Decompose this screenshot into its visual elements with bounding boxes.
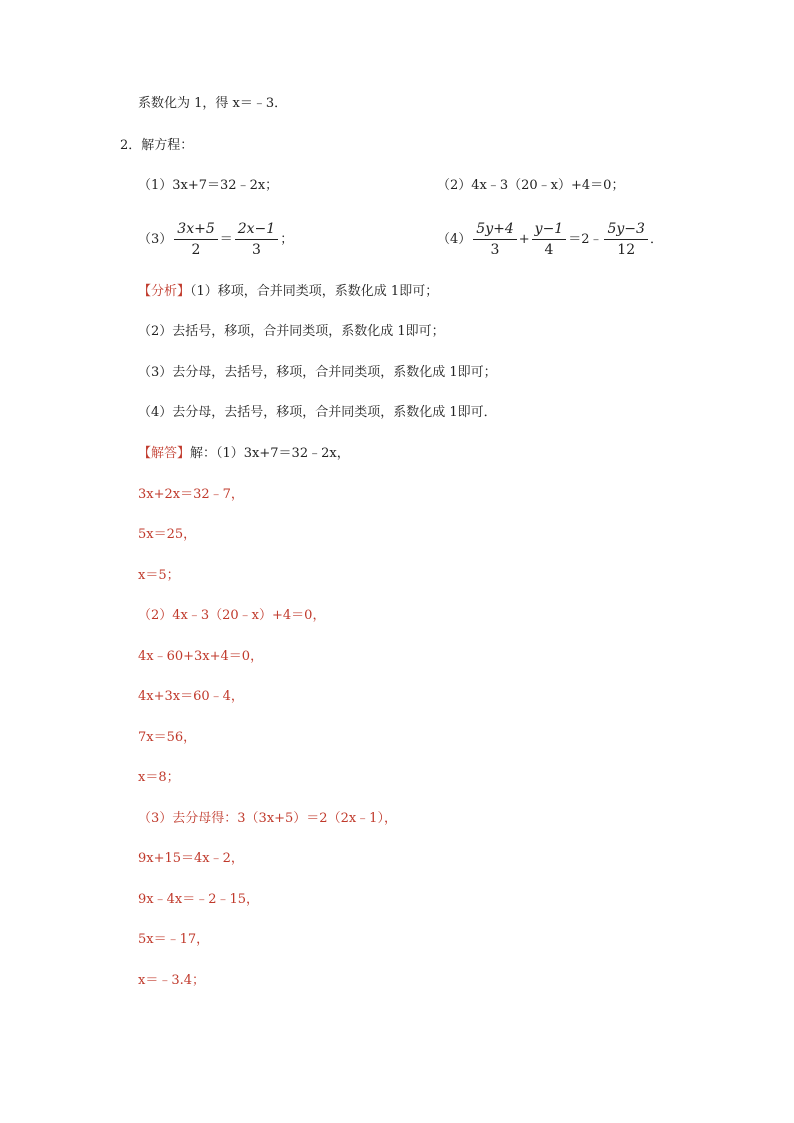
answer-step: x＝8；: [138, 770, 180, 785]
answer-step: （3）去分母得：3（3x+5）＝2（2x﹣1），: [138, 811, 397, 826]
analysis-line-4: （4）去分母，去括号，移项，合并同类项，系数化成 1即可．: [138, 405, 497, 420]
equals-two-minus: ＝2﹣: [568, 232, 603, 247]
answer-step: 4x+3x＝60﹣4，: [138, 689, 244, 704]
fraction-numerator: 2x−1: [235, 219, 278, 240]
problem-4: [437, 218, 663, 262]
fraction-numerator: y−1: [532, 219, 567, 240]
answer-step: x＝﹣3.4；: [138, 973, 206, 988]
fraction-denominator: 3: [490, 242, 500, 258]
fraction-numerator: 5y+4: [473, 219, 516, 240]
problem-2: （2）4x﹣3（20﹣x）+4＝0；: [437, 178, 625, 193]
analysis-line-1: [138, 283, 438, 301]
fraction-3x-plus-5-over-2: [174, 219, 217, 260]
problem-3-end: ；: [280, 232, 294, 247]
problem-4-prefix: （4）: [437, 232, 472, 247]
fraction-5y-plus-4-over-3: [473, 219, 516, 260]
answer-step: （2）4x﹣3（20﹣x）+4＝0，: [138, 608, 326, 623]
analysis-tag: 【分析】: [138, 284, 191, 299]
answer-step: 7x＝56，: [138, 730, 197, 745]
fraction-denominator: 12: [617, 242, 636, 258]
answer-step: 9x+15＝4x﹣2，: [138, 851, 244, 866]
answer-step: 5x＝25，: [138, 527, 197, 542]
answer-step: x＝5；: [138, 568, 180, 583]
fraction-denominator: 4: [544, 242, 554, 258]
answer-tag: 【解答】: [138, 446, 191, 461]
fraction-2x-minus-1-over-3: [235, 219, 278, 260]
fraction-denominator: 2: [191, 242, 201, 258]
fraction-numerator: 3x+5: [174, 219, 217, 240]
problem-1: （1）3x+7＝32﹣2x；: [138, 178, 279, 193]
question-label: 2．解方程：: [120, 138, 194, 153]
problem-4-end: ．: [649, 232, 663, 247]
answer-intro: 解：（1）3x+7＝32﹣2x，: [190, 446, 350, 461]
fraction-numerator: 5y−3: [604, 219, 647, 240]
fraction-y-minus-1-over-4: [532, 219, 567, 260]
fraction-denominator: 3: [252, 242, 261, 258]
answer-step: 5x＝﹣17，: [138, 932, 210, 947]
answer-step: 9x﹣4x＝﹣2﹣15，: [138, 892, 260, 907]
fraction-5y-minus-3-over-12: [604, 219, 647, 260]
problem-3-prefix: （3）: [138, 232, 173, 247]
plus-sign: +: [518, 232, 530, 247]
answer-intro-line: [138, 445, 350, 463]
problem-3: [138, 218, 293, 262]
answer-step: 4x﹣60+3x+4＝0，: [138, 649, 264, 664]
analysis-line-3: （3）去分母，去括号，移项，合并同类项，系数化成 1即可；: [138, 365, 497, 380]
top-line: 系数化为 1，得 x＝﹣3．: [138, 96, 288, 111]
analysis-text-1: （1）移项，合并同类项，系数化成 1即可；: [190, 284, 439, 299]
equals-sign: ＝: [219, 232, 233, 247]
analysis-line-2: （2）去括号，移项，合并同类项，系数化成 1即可；: [138, 324, 445, 339]
answer-step: 3x+2x＝32﹣7，: [138, 487, 244, 502]
